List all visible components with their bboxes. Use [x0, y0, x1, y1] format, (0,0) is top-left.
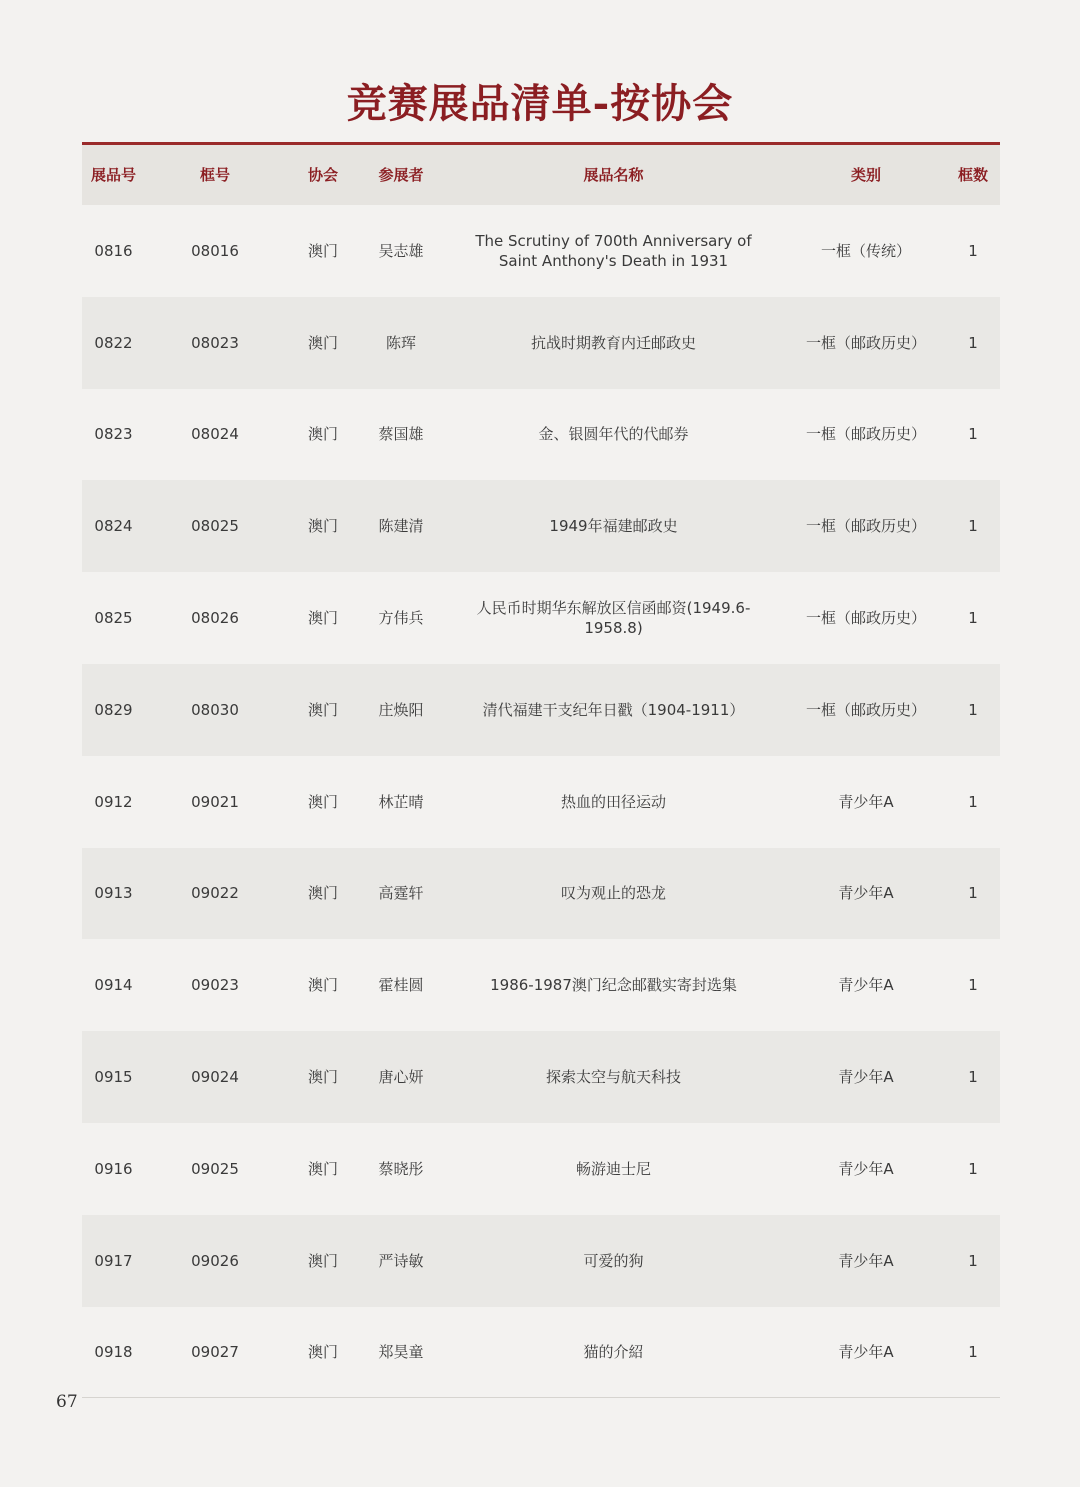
frame-number: 08030 [191, 700, 239, 719]
association: 澳门 [307, 1251, 338, 1270]
frame-count: 1 [968, 1343, 978, 1362]
exhibit-number: 0914 [94, 976, 133, 995]
exhibit-name: 清代福建干支纪年日戳（1904-1911） [482, 700, 745, 719]
table-bottom-divider [82, 1397, 1000, 1398]
exhibitor: 蔡晓彤 [378, 1159, 424, 1178]
exhibit-name: 热血的田径运动 [560, 792, 666, 811]
association: 澳门 [307, 1068, 338, 1087]
association: 澳门 [307, 333, 338, 352]
exhibit-name: 1949年福建邮政史 [549, 517, 678, 536]
frame-count: 1 [968, 884, 978, 903]
exhibit-table [82, 145, 1000, 1398]
exhibitor: 霍桂圆 [378, 976, 424, 995]
category: 青少年A [838, 1068, 894, 1087]
exhibit-number: 0916 [94, 1159, 133, 1178]
exhibitor: 蔡国雄 [378, 425, 424, 444]
exhibit-name: 畅游迪士尼 [575, 1159, 651, 1178]
association: 澳门 [307, 1159, 338, 1178]
table-row [82, 389, 1000, 481]
exhibitor: 高霆轩 [378, 884, 424, 903]
exhibit-number: 0816 [94, 241, 133, 260]
header-exhibitor: 参展者 [378, 166, 424, 184]
frame-number: 09026 [191, 1251, 239, 1270]
category: 一框（传统） [820, 241, 911, 260]
page-title: 竞赛展品清单-按协会 [346, 80, 734, 127]
frame-number: 09023 [191, 976, 239, 995]
association: 澳门 [307, 425, 338, 444]
frame-number: 09021 [191, 792, 239, 811]
exhibit-name: 猫的介紹 [583, 1343, 644, 1362]
table-row [82, 1031, 1000, 1123]
exhibitor: 林芷晴 [378, 792, 424, 811]
frame-number: 08025 [191, 517, 239, 536]
category: 青少年A [838, 976, 894, 995]
category: 青少年A [838, 1251, 894, 1270]
frame-count: 1 [968, 976, 978, 995]
table-row [82, 205, 1000, 297]
association: 澳门 [307, 609, 338, 628]
table-row [82, 756, 1000, 848]
table-row [82, 848, 1000, 940]
exhibitor: 陈珲 [385, 333, 416, 352]
header-exhibit-name: 展品名称 [583, 166, 644, 184]
exhibit-number: 0829 [94, 700, 133, 719]
exhibit-number: 0825 [94, 609, 133, 628]
table-header-row [82, 145, 1000, 205]
table-row [82, 1123, 1000, 1215]
table-row [82, 297, 1000, 389]
header-association: 协会 [307, 166, 338, 184]
table-row [82, 1215, 1000, 1307]
exhibitor: 陈建清 [378, 517, 424, 536]
exhibitor: 庄焕阳 [378, 700, 424, 719]
category: 青少年A [838, 1343, 894, 1362]
frame-count: 1 [968, 241, 978, 260]
header-frame-count: 框数 [957, 166, 988, 184]
frame-number: 09027 [191, 1343, 239, 1362]
frame-count: 1 [968, 333, 978, 352]
exhibit-number: 0913 [94, 884, 133, 903]
frame-count: 1 [968, 700, 978, 719]
exhibitor: 郑昊童 [378, 1343, 424, 1362]
association: 澳门 [307, 1343, 338, 1362]
frame-count: 1 [968, 1159, 978, 1178]
category: 一框（邮政历史） [805, 700, 926, 719]
frame-number: 08016 [191, 241, 239, 260]
association: 澳门 [307, 884, 338, 903]
exhibit-number: 0824 [94, 517, 133, 536]
frame-number: 08023 [191, 333, 239, 352]
exhibit-name: 探索太空与航天科技 [545, 1068, 681, 1087]
exhibit-name: 可爱的狗 [583, 1251, 644, 1270]
frame-count: 1 [968, 1068, 978, 1087]
category: 一框（邮政历史） [805, 517, 926, 536]
category: 一框（邮政历史） [805, 609, 926, 628]
table-row [82, 1307, 1000, 1399]
table-row [82, 939, 1000, 1031]
exhibit-name: 1986-1987澳门纪念邮戳实寄封选集 [490, 976, 737, 995]
exhibit-name: 金、银圆年代的代邮券 [538, 425, 689, 444]
category: 青少年A [838, 884, 894, 903]
header-exhibit-number: 展品号 [90, 166, 136, 184]
header-frame-number: 框号 [199, 166, 230, 184]
association: 澳门 [307, 700, 338, 719]
exhibit-name: 人民币时期华东解放区信函邮资(1949.6-1958.8) [476, 599, 751, 638]
category: 一框（邮政历史） [805, 425, 926, 444]
exhibitor: 吴志雄 [378, 241, 424, 260]
exhibit-number: 0917 [94, 1251, 133, 1270]
category: 青少年A [838, 792, 894, 811]
frame-count: 1 [968, 792, 978, 811]
exhibitor: 唐心妍 [378, 1068, 424, 1087]
association: 澳门 [307, 517, 338, 536]
frame-count: 1 [968, 609, 978, 628]
frame-number: 09024 [191, 1068, 239, 1087]
frame-number: 08026 [191, 609, 239, 628]
exhibit-number: 0823 [94, 425, 133, 444]
table-row [82, 480, 1000, 572]
exhibit-number: 0918 [94, 1343, 133, 1362]
exhibitor: 严诗敏 [378, 1251, 424, 1270]
exhibit-number: 0822 [94, 333, 133, 352]
frame-number: 09025 [191, 1159, 239, 1178]
frame-count: 1 [968, 1251, 978, 1270]
page-number: 67 [56, 1392, 78, 1412]
table-row [82, 664, 1000, 756]
exhibitor: 方伟兵 [378, 609, 424, 628]
exhibit-name: 叹为观止的恐龙 [560, 884, 666, 903]
frame-number: 09022 [191, 884, 239, 903]
association: 澳门 [307, 241, 338, 260]
exhibit-number: 0915 [94, 1068, 133, 1087]
frame-count: 1 [968, 425, 978, 444]
category: 青少年A [838, 1159, 894, 1178]
category: 一框（邮政历史） [805, 333, 926, 352]
exhibit-name: The Scrutiny of 700th Anniversary of Saint Anthony's Death in 1931 [475, 231, 752, 270]
exhibit-name: 抗战时期教育内迁邮政史 [530, 333, 696, 352]
header-category: 类别 [850, 166, 881, 184]
association: 澳门 [307, 792, 338, 811]
exhibit-number: 0912 [94, 792, 133, 811]
table-row [82, 572, 1000, 664]
frame-number: 08024 [191, 425, 239, 444]
association: 澳门 [307, 976, 338, 995]
frame-count: 1 [968, 517, 978, 536]
